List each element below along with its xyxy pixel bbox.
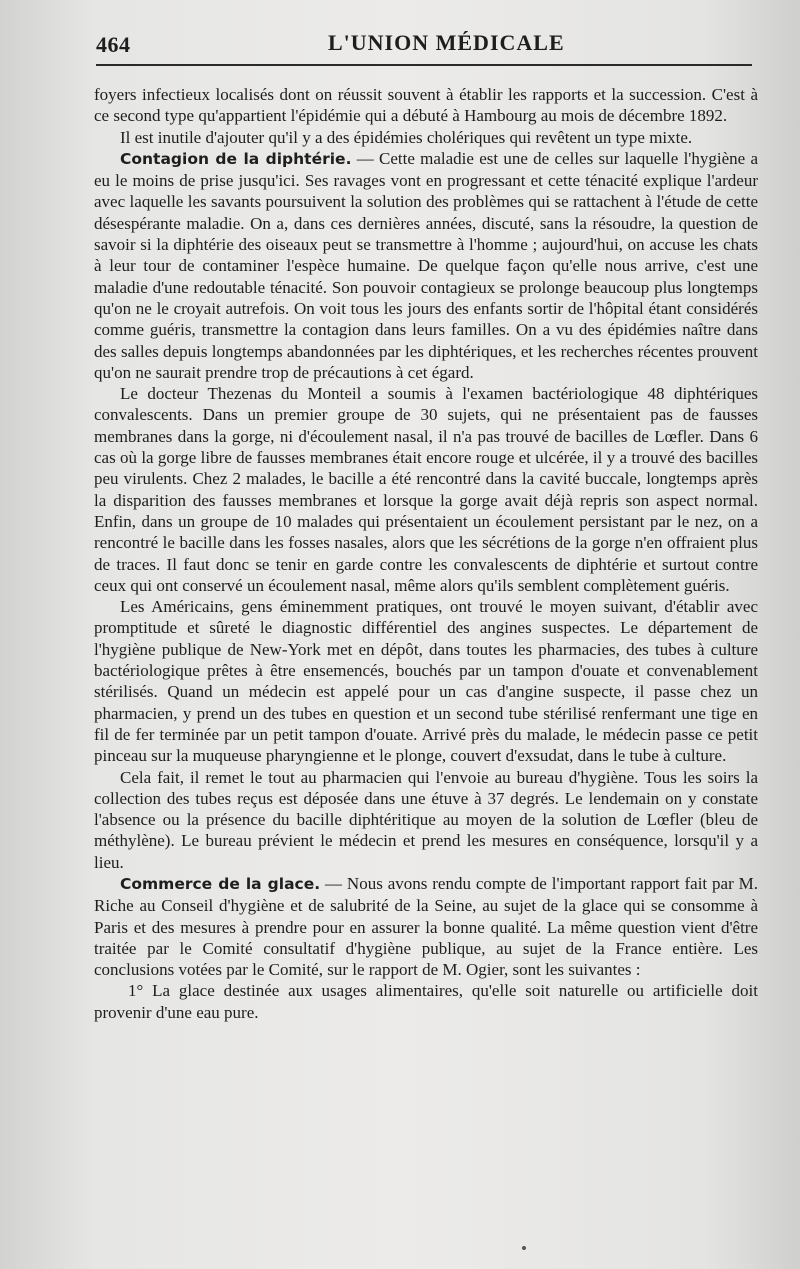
paragraph-text: Les Américains, gens éminemment pratiques, ont trouvé le moyen suivant, d'établir avec promptitude et sûreté le diagnostic différentiel des angines suspectes. Le département de l'hygiène publique de New-York met en dépôt, dans toutes les pharmacies, des tubes à culture bactériologique prêtes à être ensemencés, bouchés par un tampon d'ouate et convenablement stérilisés. Quand un médecin est appelé pour un cas d'angine suspecte, il passe chez un pharmacien, y prend un des tubes en question et un second tube stérilisé renfermant une tige en fil de fer terminée par un petit tampon d'ouate. Arrivé près du malade, le médecin passe ce petit pinceau sur la muqueuse pharyngienne et le plonge, couvert d'exsudat, dans le tube à culture. (94, 597, 758, 766)
paragraph-2 (94, 127, 758, 148)
section-title: Commerce de la glace. (120, 874, 321, 893)
paragraph-text: — Cette maladie est une de celles sur laquelle l'hygiène a eu le moins de prise jusqu'ici. Ses ravages vont en progressant et cette ténacité explique l'ardeur avec laquelle les savants poursuivent la solution des problèmes qui se rattachent à l'étude de cette désespérante maladie. On a, dans ces dernières années, discuté, sans la résoudre, la question de savoir si la diphtérie des oiseaux peut se transmettre à l'homme ; aujourd'hui, on accuse les chats à leur tour de contaminer l'espèce humaine. De quelque façon qu'elle nous arrive, c'est une maladie d'une redoutable ténacité. Son pouvoir contagieux se prolonge beaucoup plus longtemps qu'on ne le croyait autrefois. On voit tous les jours des enfants sortir de l'hôpital étant considérés comme guéris, transmettre la contagion dans leurs familles. On a vu des épidémies naître dans des salles depuis longtemps abandonnées par les diphtériques, et les recherches récentes prouvent qu'on ne saurait prendre trop de précautions à cet égard. (94, 148, 758, 382)
paragraph-text: Le docteur Thezenas du Monteil a soumis à l'examen bactériologique 48 diphtériques convalescents. Dans un premier groupe de 30 sujets, qui ne présentaient pas de fausses membranes dans la gorge, ni d'écoulement nasal, il n'a pas trouvé de bacilles de Lœfler. Dans 6 cas où la gorge libre de fausses membranes était encore rouge et ulcérée, il y a trouvé des bacilles peu virulents. Chez 2 malades, le bacille a été rencontré dans la cavité buccale, longtemps après la disparition des fausses membranes et lorsque la gorge avait déjà repris son aspect normal. Enfin, dans un groupe de 10 malades qui présentaient un écoulement persistant par le nez, on a rencontré le bacille dans les fosses nasales, alors que les sécrétions de la gorge n'en offraient plus de traces. Il faut donc se tenir en garde contre les convalescents de diphtérie et surtout contre ceux qui ont conservé un écoulement nasal, même alors qu'ils semblent complètement guéris. (94, 384, 758, 595)
paragraph-1 (94, 84, 758, 127)
ink-speck (522, 1246, 526, 1250)
header-rule (96, 64, 752, 66)
paragraph-text: Il est inutile d'ajouter qu'il y a des épidémies cholériques qui revêtent un type mixte. (120, 127, 693, 147)
section-commerce-glace (94, 873, 758, 980)
list-item-1 (94, 980, 758, 1023)
paragraph-6 (94, 767, 758, 873)
section-contagion-diphterie (94, 148, 758, 383)
paragraph-text: foyers infectieux localisés dont on réussit souvent à établir les rapports et la succession. C'est à ce second type qu'appartient l'épidémie qui a débuté à Hambourg au mois de décembre 1892. (94, 85, 758, 126)
page-header (90, 24, 758, 64)
section-title: Contagion de la diphtérie. (120, 149, 352, 168)
paragraph-text: Cela fait, il remet le tout au pharmacien qui l'envoie au bureau d'hygiène. Tous les soirs la collection des tubes reçus est déposée dans une étuve à 37 degrés. Le lendemain on y constate l'absence ou la présence du bacille diphtéritique au moyen de la solution de Lœfler (bleu de méthylène). Le bureau prévient le médecin et prend les mesures en conséquence, lorsqu'il y a lieu. (94, 767, 758, 872)
article-body (94, 84, 758, 1023)
paragraph-4 (94, 383, 758, 596)
paragraph-text: 1° La glace destinée aux usages alimentaires, qu'elle soit naturelle ou artificielle doit provenir d'une eau pure. (94, 981, 758, 1022)
paragraph-text: — Nous avons rendu compte de l'important rapport fait par M. Riche au Conseil d'hygiène et de salubrité de la Seine, au sujet de la glace qui se consomme à Paris et des mesures à prendre pour en assurer la bonne qualité. La même question vient d'être traitée par le Comité consultatif d'hygiène publique, au sujet de la France entière. Les conclusions votées par le Comité, sur le rapport de M. Ogier, sont les suivantes : (94, 873, 758, 980)
page-number: 464 (96, 32, 131, 57)
paragraph-5 (94, 596, 758, 766)
running-title: L'UNION MÉDICALE (328, 30, 565, 55)
